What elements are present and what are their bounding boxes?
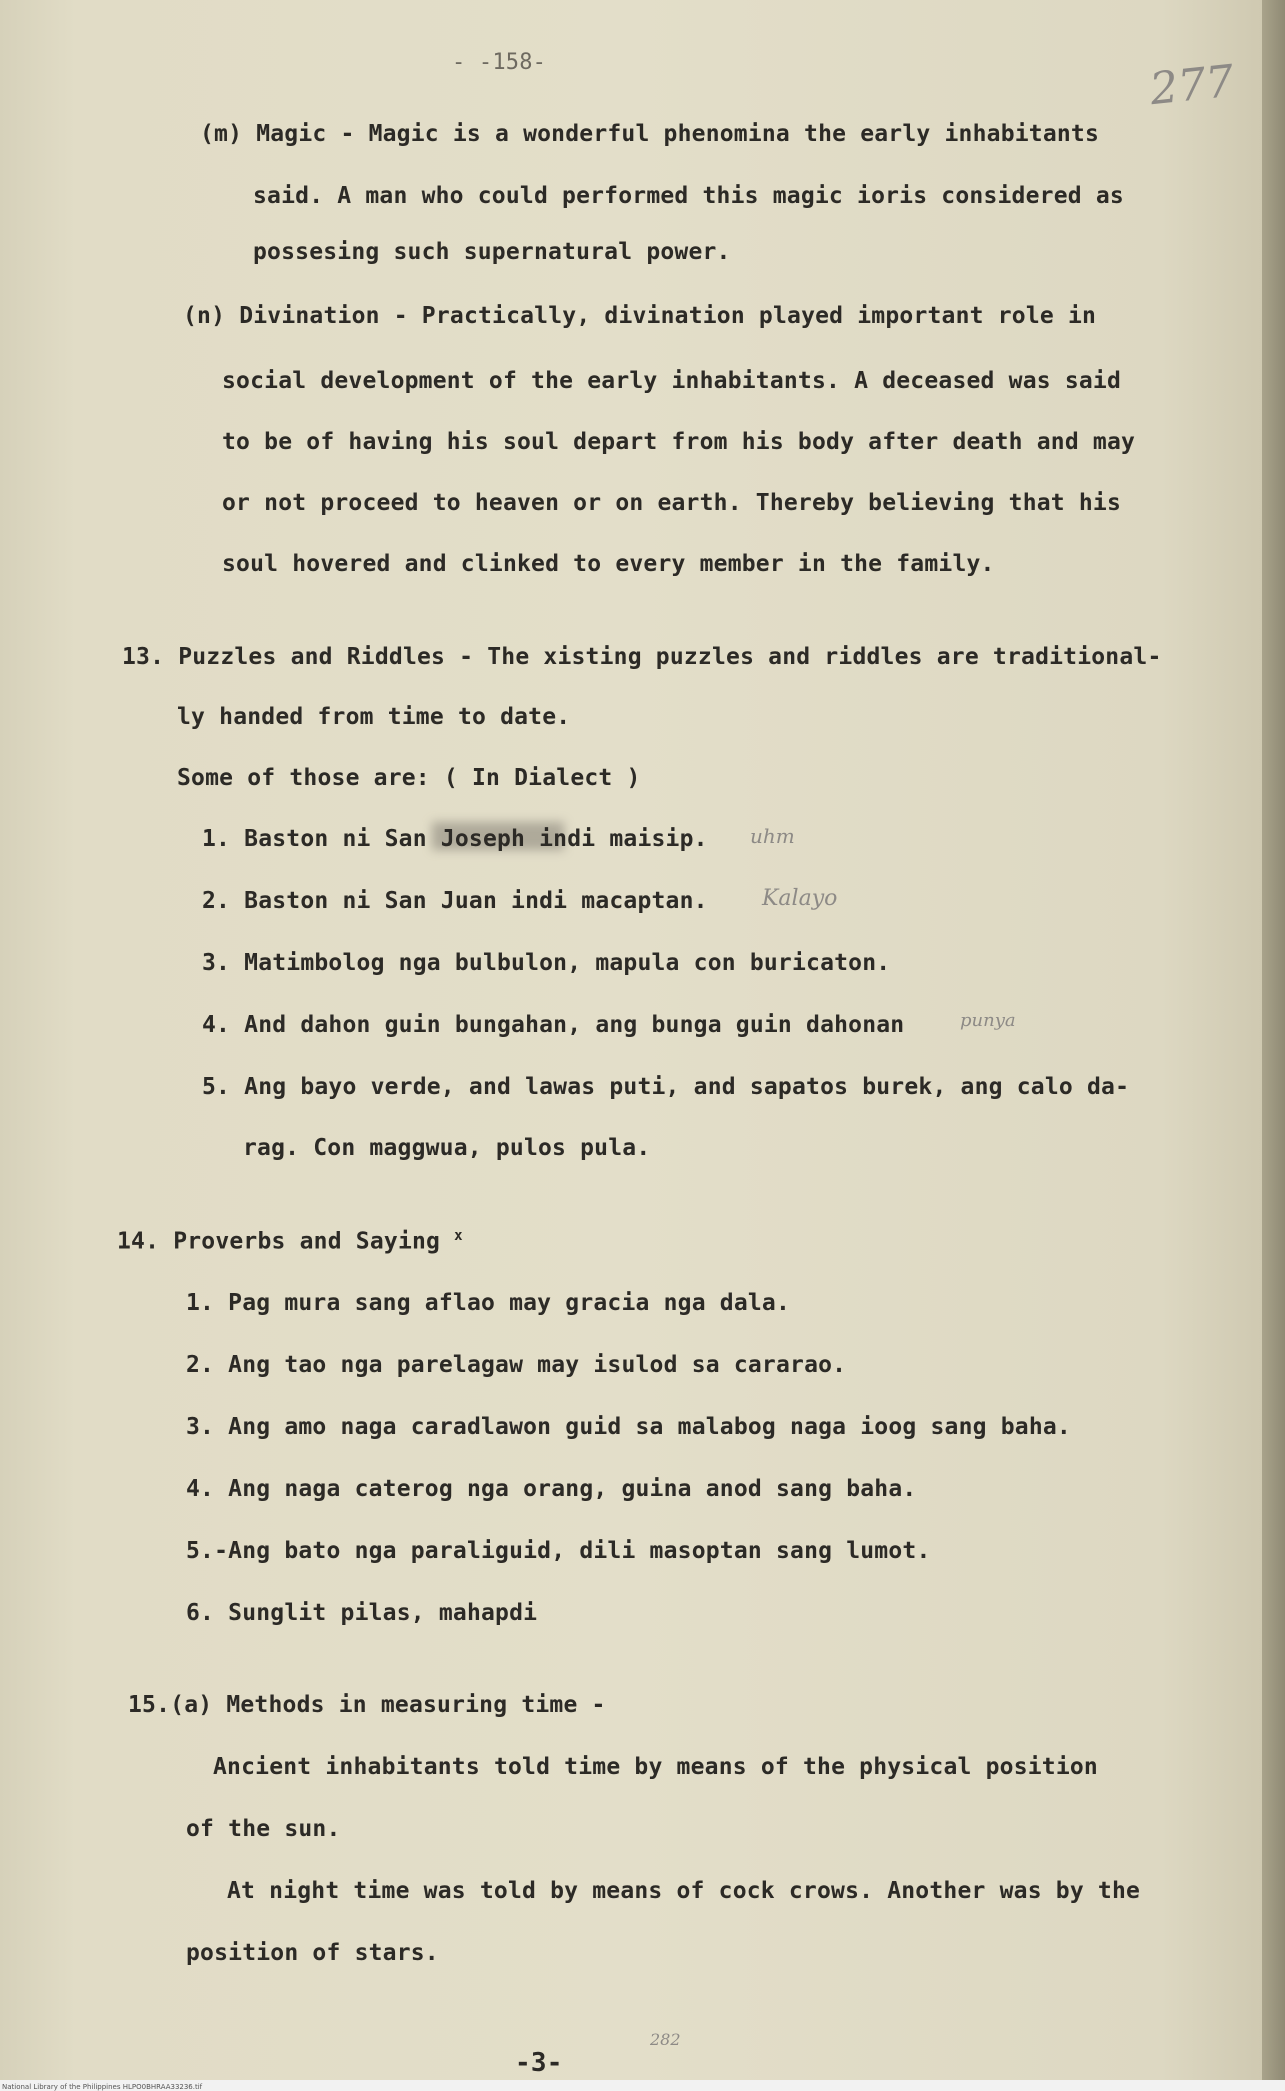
proverb-item: 2. Ang tao nga parelagaw may isulod sa cararao.	[186, 1352, 847, 1378]
riddle-item-5-line-1: 5. Ang bayo verde, and lawas puti, and sapatos burek, ang calo da-	[202, 1074, 1130, 1100]
riddle-item: 4. And dahon guin bungahan, ang bunga guin dahonan	[202, 1012, 905, 1038]
magic-line-1: (m) Magic - Magic is a wonderful phenomina the early inhabitants	[200, 121, 1100, 147]
margin-note: punya	[960, 1010, 1016, 1031]
page-number-bottom: -3-	[515, 2048, 563, 2078]
proverb-item: 3. Ang amo naga caradlawon guid sa malabog naga ioog sang baha.	[186, 1414, 1071, 1440]
puzzles-heading-line-1: 13. Puzzles and Riddles - The xisting puzzles and riddles are traditional-	[122, 644, 1162, 670]
proverb-item: 6. Sunglit pilas, mahapdi	[186, 1600, 538, 1626]
time-line-1: Ancient inhabitants told time by means of the physical position	[213, 1754, 1098, 1780]
riddle-item: 2. Baston ni San Juan indi macaptan.	[202, 888, 708, 914]
divination-line-2: social development of the early inhabitants. A deceased was said	[222, 368, 1122, 394]
proverb-item: 1. Pag mura sang aflao may gracia nga dala.	[186, 1290, 791, 1316]
riddle-item-5-line-2: rag. Con maggwua, pulos pula.	[243, 1135, 651, 1161]
puzzles-heading-line-2: ly handed from time to date.	[177, 704, 571, 730]
proverb-item: 4. Ang naga caterog nga orang, guina anod sang baha.	[186, 1476, 917, 1502]
proverbs-heading: 14. Proverbs and Saying $^x$	[117, 1228, 463, 1255]
footnote-mark: x	[454, 1228, 463, 1244]
divination-line-5: soul hovered and clinked to every member in the family.	[222, 551, 995, 577]
time-line-2: of the sun.	[186, 1816, 341, 1842]
divination-line-3: to be of having his soul depart from his body after death and may	[222, 429, 1136, 455]
handwritten-folio-number-bottom: 282	[650, 2030, 681, 2049]
margin-note: Kalayo	[762, 886, 838, 911]
handwritten-folio-number: 277	[1147, 55, 1237, 116]
magic-line-2: said. A man who could performed this magic ioris considered as	[253, 183, 1124, 209]
margin-note: uhm	[750, 824, 795, 848]
riddle-item: 1. Baston ni San Joseph indi maisip.	[202, 826, 708, 852]
magic-line-3: possesing such supernatural power.	[253, 239, 731, 265]
time-line-3: At night time was told by means of cock crows. Another was by the	[227, 1878, 1141, 1904]
proverb-item: 5.-Ang bato nga paraliguid, dili masoptan sang lumot.	[186, 1538, 931, 1564]
scan-footer-note: National Library of the Philippines HLPO0BHRAA33236.tif	[2, 2083, 203, 2091]
page-edge-shadow	[1262, 0, 1285, 2091]
time-heading: 15.(a) Methods in measuring time -	[128, 1692, 606, 1718]
page-number-top: - -158-	[452, 50, 547, 75]
puzzles-intro: Some of those are: ( In Dialect )	[177, 765, 641, 791]
riddle-item: 3. Matimbolog nga bulbulon, mapula con buricaton.	[202, 950, 891, 976]
divination-line-1: (n) Divination - Practically, divination played important role in	[183, 303, 1097, 329]
divination-line-4: or not proceed to heaven or on earth. Thereby believing that his	[222, 490, 1122, 516]
time-line-4: position of stars.	[186, 1940, 439, 1966]
